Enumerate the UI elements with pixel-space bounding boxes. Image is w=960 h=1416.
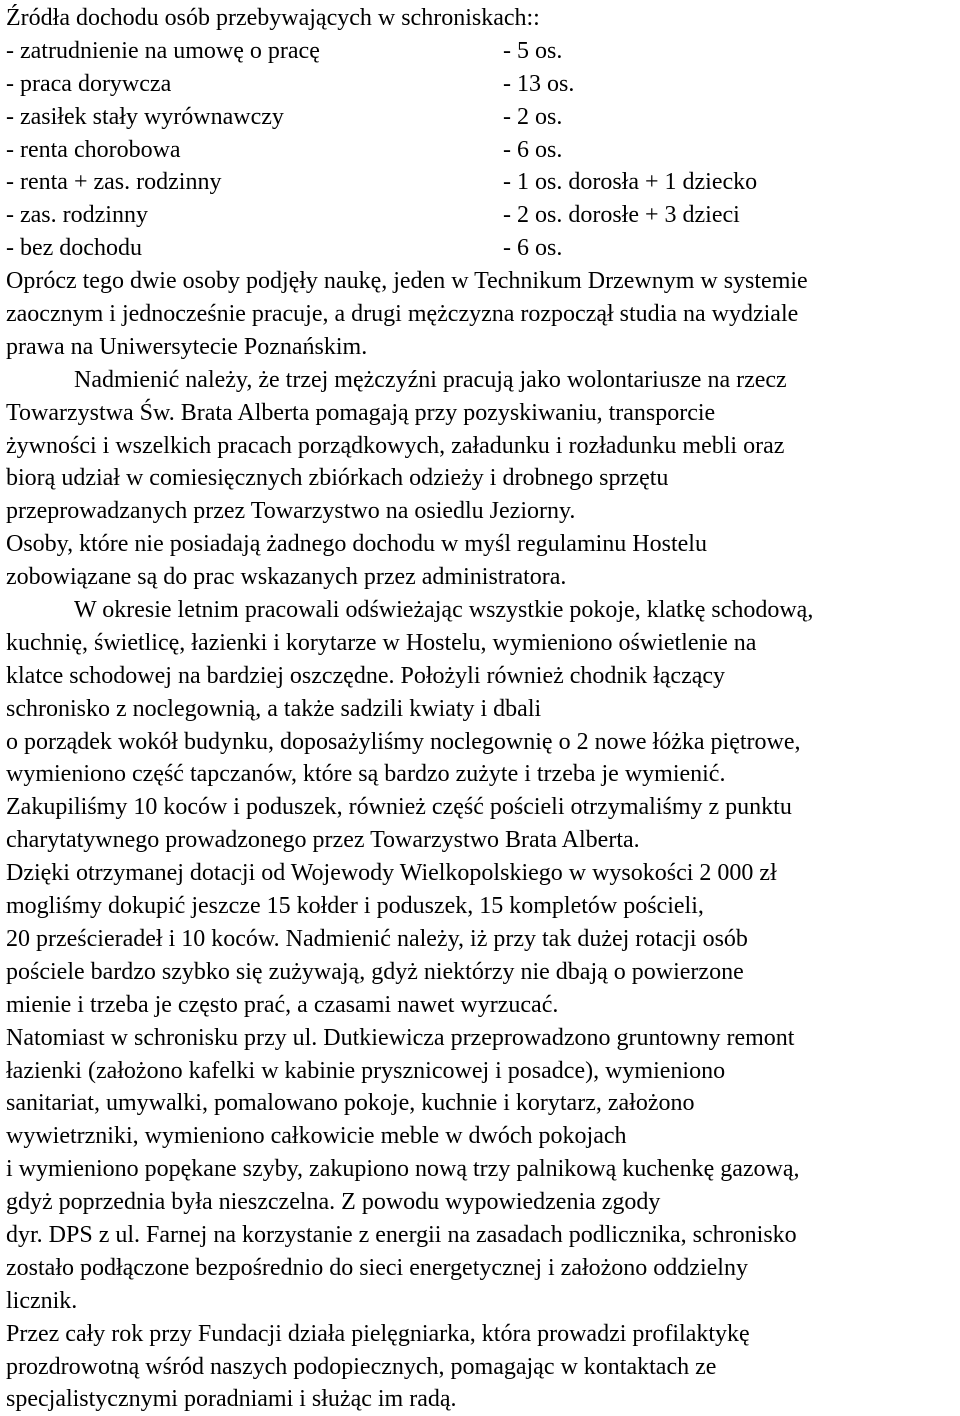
income-row (6, 35, 960, 68)
paragraph-line: Natomiast w schronisku przy ul. Dutkiewicza przeprowadzono gruntowny remont (6, 1024, 795, 1051)
income-value: - 13 os. (503, 70, 575, 97)
paragraph-line: kuchnię, świetlicę, łazienki i korytarze w Hostelu, wymieniono oświetlenie na (6, 629, 757, 656)
paragraph-line: Towarzystwa Św. Brata Alberta pomagają przy pozyskiwaniu, transporcie (6, 399, 716, 426)
body-paragraphs (6, 265, 960, 1416)
income-value: - 2 os. dorosłe + 3 dzieci (503, 202, 740, 229)
paragraph (6, 594, 960, 857)
paragraph-line: charytatywnego prowadzonego przez Towarzystwo Brata Alberta. (6, 827, 640, 854)
income-label: - zatrudnienie na umowę o pracę (6, 37, 320, 64)
income-label: - praca dorywcza (6, 70, 172, 97)
paragraph-line: mienie i trzeba je często prać, a czasami nawet wyrzucać. (6, 991, 559, 1018)
section-heading: Źródła dochodu osób przebywających w schroniskach:: (6, 5, 540, 31)
income-sources-list (6, 35, 960, 265)
paragraph-line: łazienki (założono kafelki w kabinie prysznicowej i posadce), wymieniono (6, 1057, 726, 1084)
paragraph-line: schronisko z noclegownią, a także sadzili kwiaty i dbali (6, 695, 542, 722)
income-value: - 6 os. (503, 235, 563, 262)
paragraph-line: wywietrzniki, wymieniono całkowicie meble w dwóch pokojach (6, 1123, 627, 1150)
paragraph-line: i wymieniono popękane szyby, zakupiono nową trzy palnikową kuchenkę gazową, (6, 1156, 800, 1183)
paragraph-line: Osoby, które nie posiadają żadnego dochodu w myśl regulaminu Hostelu (6, 531, 707, 558)
paragraph (6, 1318, 960, 1416)
income-value: - 2 os. (503, 103, 563, 130)
paragraph-line: prozdrowotną wśród naszych podopiecznych, pomagając w kontaktach ze (6, 1353, 717, 1380)
paragraph-line: Przez cały rok przy Fundacji działa pielęgniarka, która prowadzi profilaktykę (6, 1320, 750, 1347)
paragraph-line: Oprócz tego dwie osoby podjęły naukę, jeden w Technikum Drzewnym w systemie (6, 268, 808, 295)
paragraph-line: przeprowadzanych przez Towarzystwo na osiedlu Jeziorny. (6, 498, 576, 525)
paragraph-line: W okresie letnim pracowali odświeżając wszystkie pokoje, klatkę schodową, (74, 597, 814, 624)
income-value: - 1 os. dorosła + 1 dziecko (503, 169, 758, 196)
income-row (6, 199, 960, 232)
paragraph-line: gdyż poprzednia była nieszczelna. Z powodu wypowiedzenia zgody (6, 1189, 661, 1216)
paragraph-line: wymieniono część tapczanów, które są bardzo zużyte i trzeba je wymienić. (6, 761, 726, 788)
paragraph-line: prawa na Uniwersytecie Poznańskim. (6, 333, 368, 360)
paragraph-line: 20 prześcieradeł i 10 koców. Nadmienić należy, iż przy tak dużej rotacji osób (6, 925, 748, 952)
paragraph-line: Dzięki otrzymanej dotacji od Wojewody Wielkopolskiego w wysokości 2 000 zł (6, 860, 777, 887)
paragraph-line: specjalistycznymi poradniami i służąc im radą. (6, 1386, 457, 1413)
income-value: - 6 os. (503, 136, 563, 163)
paragraph-line: zobowiązane są do prac wskazanych przez administratora. (6, 564, 567, 591)
income-row (6, 166, 960, 199)
paragraph-line: Zakupiliśmy 10 koców i poduszek, również część pościeli otrzymaliśmy z punktu (6, 794, 792, 821)
paragraph (6, 857, 960, 1021)
income-label: - zas. rodzinny (6, 202, 148, 229)
income-row (6, 134, 960, 167)
income-row (6, 68, 960, 101)
paragraph (6, 528, 960, 594)
income-label: - zasiłek stały wyrównawczy (6, 103, 284, 130)
income-value: - 5 os. (503, 37, 563, 64)
paragraph-line: zostało podłączone bezpośrednio do sieci energetycznej i założono oddzielny (6, 1254, 748, 1281)
income-label: - renta + zas. rodzinny (6, 169, 222, 196)
paragraph-line: licznik. (6, 1287, 78, 1314)
paragraph-line: pościele bardzo szybko się zużywają, gdyż niektórzy nie dbają o powierzone (6, 958, 744, 985)
income-label: - renta chorobowa (6, 136, 181, 163)
income-row (6, 232, 960, 265)
paragraph-line: zaocznym i jednocześnie pracuje, a drugi mężczyzna rozpoczął studia na wydziale (6, 301, 799, 328)
income-row (6, 101, 960, 134)
paragraph-line: o porządek wokół budynku, doposażyliśmy noclegownię o 2 nowe łóżka piętrowe, (6, 728, 801, 755)
paragraph-line: mogliśmy dokupić jeszcze 15 kołder i poduszek, 15 kompletów pościeli, (6, 893, 704, 920)
paragraph-line: biorą udział w comiesięcznych zbiórkach odzieży i drobnego sprzętu (6, 465, 669, 492)
paragraph-line: dyr. DPS z ul. Farnej na korzystanie z energii na zasadach podlicznika, schronisko (6, 1221, 797, 1248)
paragraph (6, 364, 960, 528)
paragraph (6, 265, 960, 364)
paragraph-line: klatce schodowej na bardziej oszczędne. Położyli również chodnik łączący (6, 662, 726, 689)
paragraph-line: żywności i wszelkich pracach porządkowych, załadunku i rozładunku mebli oraz (6, 432, 785, 459)
paragraph-line: sanitariat, umywalki, pomalowano pokoje, kuchnie i korytarz, założono (6, 1090, 695, 1117)
paragraph-line: Nadmienić należy, że trzej mężczyźni pracują jako wolontariusze na rzecz (74, 366, 787, 393)
income-label: - bez dochodu (6, 235, 142, 262)
paragraph (6, 1022, 960, 1318)
